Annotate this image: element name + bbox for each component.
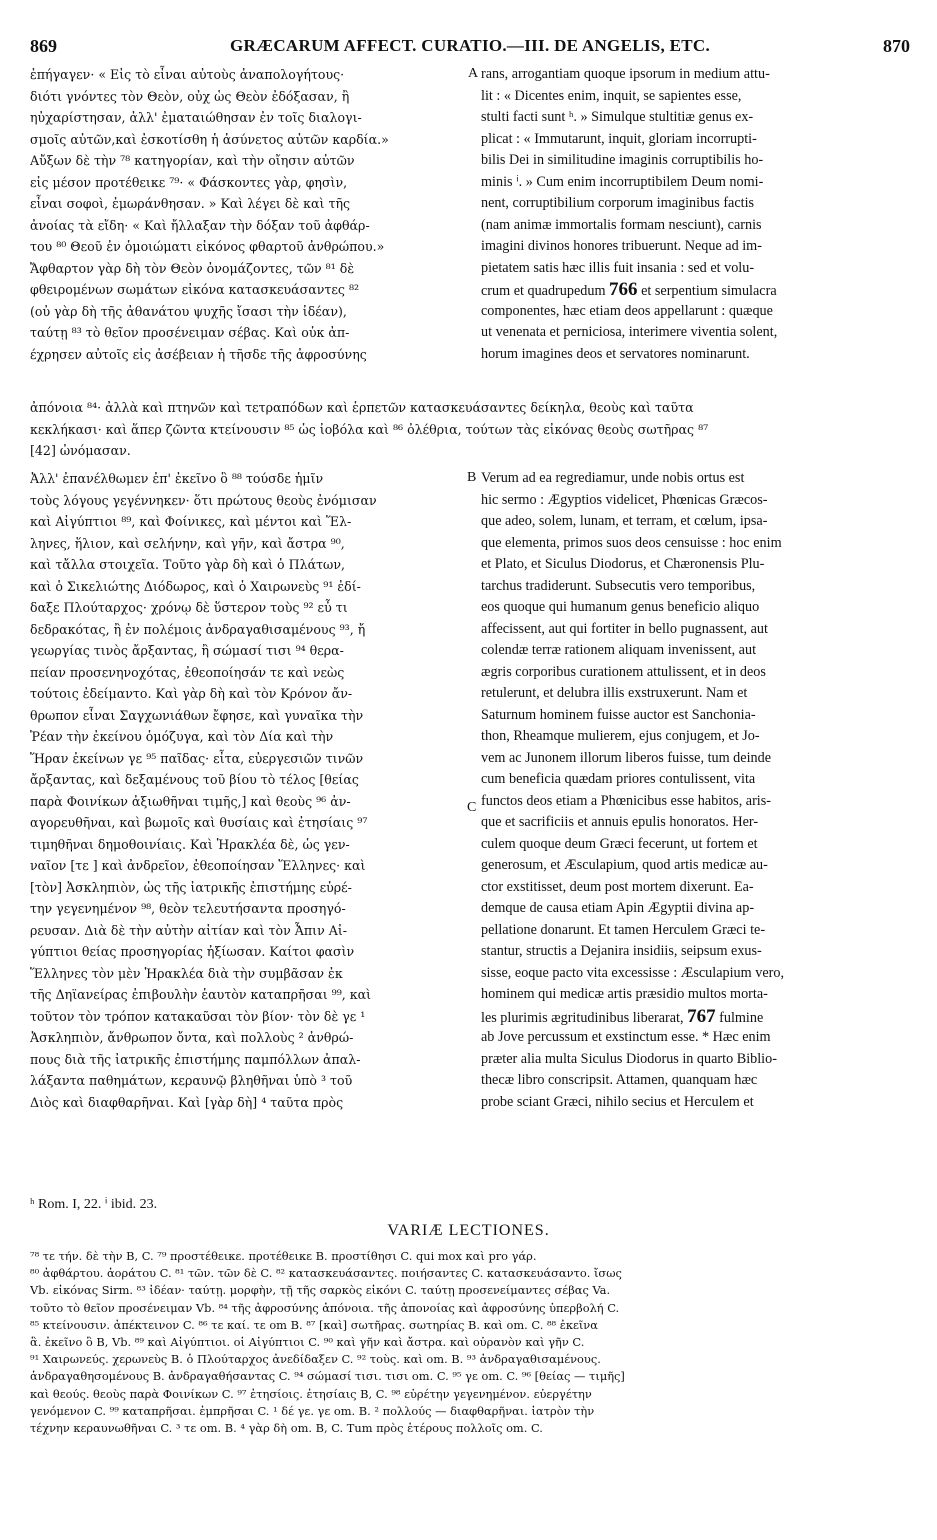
text-line: imagini divinos honores tribuerunt. Neque ad im- — [481, 238, 762, 254]
greek-column-bottom — [30, 468, 466, 1113]
text-line: καὶ Αἰγύπτιοι ⁸⁹, καὶ Φοίνικες, καὶ μέντοι καὶ Ἕλ- — [30, 514, 352, 529]
text-line: [42] ὠνόμασαν. — [30, 443, 131, 458]
left-page-number: 869 — [30, 36, 57, 56]
text-line: Verum ad ea regrediamur, unde nobis ortus est — [481, 470, 745, 486]
text-line: generosum, et Æsculapium, quod artis medicæ au- — [481, 857, 768, 873]
text-line: λάξαντα παθημάτων, κεραυνῷ βληθῆναι ὑπὸ ³ τοῦ — [30, 1073, 353, 1088]
latin-column-top — [481, 64, 911, 365]
text-line: demque de causa etiam Apin Ægyptii divina ap- — [481, 900, 755, 916]
text-line: πους διὰ τῆς ἰατρικῆς ἐπιστήμης παμπόλλων ἀπαλ- — [30, 1051, 361, 1067]
text-line: ἐπήγαγεν· « Εἰς τὸ εἶναι αὐτοὺς ἀναπολογήτους· — [30, 67, 345, 82]
right-page-number: 870 — [883, 36, 910, 56]
section-marker-c: C — [467, 800, 477, 815]
text-line: (nam animæ immortalis formam nesciunt), carnis — [481, 216, 762, 233]
scripture-footnote: ʰ Rom. I, 22. ⁱ ibid. 23. — [30, 1197, 158, 1212]
text-line: την γεγενημένον ⁹⁸, θεὸν τελευτήσαντα προσηγό- — [30, 901, 346, 916]
text-line: retulerunt, et delubra illis exstruxerunt. Nam et — [481, 685, 748, 701]
text-line: εἰς μέσον προτέθεικε ⁷⁹· « Φάσκοντες γὰρ, φησὶν, — [30, 174, 348, 190]
text-line: τῆς Δηϊανείρας ἐπιβουλὴν ἑαυτὸν καταπρῆσαι ⁹⁹, καὶ — [30, 987, 372, 1002]
text-line: bilis Dei in similitudine imaginis corruptibilis ho- — [481, 152, 764, 168]
text-line — [481, 1006, 911, 1028]
text-line: ctor exstitisset, deum post mortem dixerunt. Ea- — [481, 878, 754, 895]
text-line: Διὸς καὶ διαφθαρῆναι. Καὶ [γὰρ δὴ] ⁴ ταῦτα πρὸς — [30, 1094, 344, 1110]
text-line: τοῦτο τὸ θεῖον προσένειμαν Vb. ⁸⁴ τῆς ἀφροσύνης ἀπόνοια. τῆς ἀπονοίας καὶ ἀφροσύνης ὑπερβολή C. — [30, 1300, 620, 1315]
text-line: σμοῖς αὐτῶν,καὶ ἐσκοτίσθη ἡ ἀσύνετος αὐτῶν καρδία.» — [30, 131, 389, 147]
text-line: καὶ θεούς. θεοὺς παρὰ Φοινίκων C. ⁹⁷ ἐτησίοις. ἐτησίαις B, C. ⁹⁸ εὑρέτην γεγενημένον. εὐεργέτην — [30, 1386, 592, 1401]
text-segment: crum et quadrupedum — [481, 283, 606, 299]
greek-column-top — [30, 64, 470, 365]
text-line: hominem qui medicæ artis præsidio multos morta- — [481, 986, 768, 1002]
text-line: παρὰ Φοινίκων ἀξιωθῆναι τιμῆς,] καὶ θεοὺς ⁹⁶ ἀν- — [30, 793, 351, 809]
text-line: καὶ τἄλλα στοιχεῖα. Τοῦτο γὰρ δὴ καὶ ὁ Πλάτων, — [30, 557, 345, 572]
text-line: διότι γνόντες τὸν Θεὸν, οὐχ ὡς Θεὸν ἐδόξασαν, ἢ — [30, 88, 350, 104]
text-line: culem quoque deum Græci fecerunt, ut fortem et — [481, 835, 758, 852]
text-line: Ἥραν ἐκείνων γε ⁹⁵ παῖδας· εἶτα, εὐεργεσιῶν τινῶν — [30, 750, 364, 766]
variae-lectiones — [30, 1248, 910, 1437]
text-line: ἀνδραγαθησομένους B. ἀνδραγαθήσαντας C. ⁹⁴ σώμασί τισι. τισι om. C. ⁹⁵ γε om. C. ⁹⁶ [θείας — τιμῆς] — [30, 1369, 625, 1384]
text-line: καὶ ὁ Σικελιώτης Διόδωρος, καὶ ὁ Χαιρωνεὺς ⁹¹ ἐδί- — [30, 578, 361, 594]
text-line: τέχνην κεραυνωθῆναι C. ³ τε om. B. ⁴ γὰρ δὴ om. B, C. Tum πρὸς ἑτέρους πολλοῖς om. C. — [30, 1420, 543, 1435]
text-line: que et sacrificiis et annuis epulis honoratos. Her- — [481, 814, 759, 830]
text-line: ἃ. ἐκεῖνο ὃ B, Vb. ⁸⁹ καὶ Αἰγύπτιοι. οἱ Αἰγύπτιοι C. ⁹⁰ καὶ γῆν καὶ ἄστρα. καὶ οὐρανὸν καὶ γῆν C. — [30, 1334, 585, 1349]
text-line: colendæ terræ rationem aliquam invenissent, aut — [481, 642, 757, 658]
text-line: γύπτιοι θείας προσηγορίας ἠξίωσαν. Καίτοι φασὶν — [30, 944, 355, 959]
text-line: γεωργίας τινὸς ἄρξαντας, ἢ σώμασί τισι ⁹⁴ θερα- — [30, 643, 344, 658]
text-line: ab Jove percussum et exstinctum esse. * Hæc enim — [481, 1029, 771, 1045]
text-line: (οὐ γὰρ δὴ τῆς ἀθανάτου ψυχῆς ἴσασι τὴν ἰδέαν), — [30, 303, 347, 319]
text-line — [481, 279, 911, 301]
text-line: τοὺς λόγους γεγέννηκεν· ὅτι πρώτους θεοὺς ἐνόμισαν — [30, 492, 377, 508]
text-line: plicat : « Immutarunt, inquit, gloriam incorrupti- — [481, 130, 757, 147]
text-line: horum imagines deos et servatores nominarunt. — [481, 345, 750, 362]
text-line: affecissent, aut qui fortiter in bello pugnassent, aut — [481, 620, 768, 637]
text-line: Vb. εἰκόνας Sirm. ⁸³ ἰδέαν· ταύτῃ. μορφὴν, τῇ τῆς σαρκὸς εἰκόνι C. ταύτῃ προσενείμαντες σέβας Va. — [30, 1283, 611, 1298]
text-line: [τὸν] Ἀσκληπιὸν, ὡς τῆς ἰατρικῆς ἐπιστήμης εὑρέ- — [30, 879, 352, 895]
text-line: lit : « Dicentes enim, inquit, se sapientes esse, — [481, 87, 742, 104]
text-line: ληνες, ἥλιον, καὶ σελήνην, καὶ γῆν, καὶ ἄστρα ⁹⁰, — [30, 535, 345, 551]
text-line: pellatione donarunt. Et tamen Herculem Græci te- — [481, 921, 766, 938]
text-line: Αὔξων δὲ τὴν ⁷⁸ κατηγορίαν, καὶ τὴν οἴησιν αὐτῶν — [30, 153, 355, 168]
text-line: ἀπόνοια ⁸⁴· ἀλλὰ καὶ πτηνῶν καὶ τετραπόδων καὶ ἑρπετῶν κατασκευάσαντες δείκηλα, θεοὺς καὶ ταῦτα — [30, 400, 694, 415]
text-line: tarchus tradiderunt. Subsecutis vero temporibus, — [481, 577, 756, 594]
text-line: Ἀσκληπιὸν, ἄνθρωπον ὄντα, καὶ πολλοὺς ² ἀνθρώ- — [30, 1030, 354, 1045]
text-line: θρωπον εἶναι Σαγχωνιάθων ἔφησε, καὶ γυναῖκα τὴν — [30, 707, 364, 723]
text-line: probe sciant Græci, nihilo secius et Herculem et — [481, 1093, 754, 1110]
text-line: δαξε Πλούταρχος· χρόνῳ δὲ ὕστερον τοὺς ⁹² εὖ τι — [30, 600, 348, 615]
text-segment: fulmine — [719, 1009, 764, 1026]
text-line: que adeo, solem, lunam, et terram, et cœlum, ipsa- — [481, 513, 768, 529]
text-line: Ῥέαν τὴν ἐκείνου ὁμόζυγα, καὶ τὸν Δία καὶ τὴν — [30, 729, 334, 744]
text-line: ⁸⁵ κτείνουσιν. ἀπέκτεινον C. ⁸⁶ τε καί. τε om B. ⁸⁷ [καὶ] σωτῆρας. σωτηρίας B. καὶ om. C. ⁸⁸ ἐκεῖνα — [30, 1317, 598, 1332]
text-line: αγορευθῆναι, καὶ βωμοῖς καὶ θυσίαις καὶ ἐτησίαις ⁹⁷ — [30, 815, 368, 830]
text-line: ναῖον [τε ] καὶ ἀνδρεῖον, ἐθεοποίησαν Ἕλληνες· καὶ — [30, 858, 366, 873]
variae-lectiones-title: VARIÆ LECTIONES. — [387, 1222, 550, 1239]
text-line: ægris corporibus curationem attulissent, et in deos — [481, 663, 766, 680]
text-line: cum beneficia quædam priores contulissent, vita — [481, 771, 756, 787]
text-line: Ἄφθαρτον γὰρ δὴ τὸν Θεὸν ὀνομάζοντες, τῶν ⁸¹ δὲ — [30, 260, 355, 276]
text-line: que elementa, primos suos deos censuisse : hoc enim — [481, 534, 782, 551]
text-line: δεδρακότας, ἢ ἐν πολέμοις ἀνδραγαθισαμένους ⁹³, ἤ — [30, 621, 366, 637]
column-number-767: 767 — [687, 1005, 716, 1027]
text-line: ut venenata et perniciosa, interimere viventia solent, — [481, 324, 778, 340]
running-header — [30, 36, 910, 58]
text-line: sisse, eoque pacto vita excessisse : Æsculapium vero, — [481, 964, 784, 981]
text-line: ἄρξαντας, καὶ δεξαμένους τοῦ βίου τὸ τέλος [θείας — [30, 772, 359, 787]
greek-full-width — [30, 397, 910, 462]
text-line: rans, arrogantiam quoque ipsorum in medium attu- — [481, 66, 770, 82]
text-line: thon, Rheamque mulierem, ejus conjugem, et Jo- — [481, 728, 760, 744]
column-number-766: 766 — [609, 279, 638, 300]
text-line: πείαν προσενηνοχότας, ἐθεοποίησάν τε καὶ νεὼς — [30, 664, 345, 680]
text-line: ⁷⁸ τε τήν. δὲ τὴν B, C. ⁷⁹ προστέθεικε. προτέθεικε B. προστίθησι C. qui mox καὶ pro γάρ. — [30, 1249, 537, 1263]
text-segment: et serpentium simulacra — [641, 283, 777, 299]
text-line: τιμηθῆναι δημοθοινίαις. Καὶ Ἡρακλέα δὲ, ὡς γεν- — [30, 836, 350, 852]
text-line: Saturnum hominem fuisse auctor est Sanchonia- — [481, 706, 756, 723]
text-line: εἶναι σοφοὶ, ἐμωράνθησαν. » Καὶ λέγει δὲ καὶ τῆς — [30, 196, 351, 211]
text-line: ⁸⁰ ἀφθάρτου. ἀοράτου C. ⁸¹ τῶν. τῶν δὲ C. ⁸² κατασκευάσαντες. ποιήσαντες C. κατασκευάσαντο. ἴσως — [30, 1266, 622, 1281]
text-line: κεκλήκασι· καὶ ἅπερ ζῶντα κτείνουσιν ⁸⁵ ὡς ἰοβόλα καὶ ⁸⁶ ὀλέθρια, τούτων τὰς εἰκόνας θεοὺς σωτῆρας ⁸⁷ — [30, 421, 709, 437]
text-line: τούτοις ἐδείμαντο. Καὶ γὰρ δὴ καὶ τὸν Κρόνον ἄν- — [30, 686, 353, 701]
text-line: minis ⁱ. » Cum enim incorruptibilem Deum nomi- — [481, 173, 764, 190]
text-segment: les plurimis ægritudinibus liberarat, — [481, 1009, 684, 1026]
text-line: vem ac Junonem illorum liberos fuisse, tum deinde — [481, 749, 771, 766]
text-line: ⁹¹ Χαιρωνεύς. χερωνεὺς B. ὁ Πλούταρχος ἀνεδίδαξεν C. ⁹² τοὺς. καὶ om. B. ⁹³ ἀνδραγαθισαμένους. — [30, 1352, 601, 1367]
running-title: GRÆCARUM AFFECT. CURATIO.—III. DE ANGELIS, ETC. — [229, 36, 711, 55]
text-line: componentes, hæc etiam deos appellarunt : quæque — [481, 302, 773, 319]
section-marker-b: B — [467, 470, 477, 485]
text-line: stulti facti sunt ʰ. » Simulque stultitiæ genus ex- — [481, 109, 754, 125]
text-line: Ἕλληνες τὸν μὲν Ἡρακλέα διὰ τὴν συμβᾶσαν ἐκ — [30, 965, 343, 981]
text-line: ρευσαν. Διὰ δὲ τὴν αὐτὴν αἰτίαν καὶ τὸν Ἆπιν Αἰ- — [30, 922, 348, 938]
text-line: thecæ libro conscripsit. Attamen, quanquam hæc — [481, 1072, 758, 1088]
text-line: έχρησεν αὐτοῖς εἰς ἀσέβειαν ἡ τῆσδε τῆς ἀφροσύνης — [30, 346, 367, 362]
latin-column-bottom — [481, 468, 911, 1113]
text-line: τοῦτον τὸν τρόπον κατακαῦσαι τὸν βίον· τὸν δὲ γε ¹ — [30, 1008, 366, 1024]
section-marker-a: A — [468, 66, 479, 81]
text-line: φθειρομένων σωμάτων εἰκόνα κατασκευάσαντες ⁸² — [30, 282, 360, 297]
text-line: του ⁸⁰ Θεοῦ ἐν ὁμοιώματι εἰκόνος φθαρτοῦ ἀνθρώπου.» — [30, 239, 385, 254]
text-line: Ἀλλ' ἐπανέλθωμεν ἐπ' ἐκεῖνο ὃ ⁸⁸ τούσδε ἡμῖν — [30, 471, 324, 486]
text-line: ηὐχαρίστησαν, ἀλλ' ἐματαιώθησαν ἐν τοῖς διαλογι- — [30, 110, 362, 125]
text-line: functos deos etiam a Phœnicibus esse habitos, aris- — [481, 792, 771, 809]
text-line: hic sermo : Ægyptios videlicet, Phœnicas Græcos- — [481, 491, 768, 508]
text-line: præter alia multa Siculus Diodorus in quarto Biblio- — [481, 1050, 777, 1067]
text-line: stantur, structis a Dejanira insidiis, seipsum exus- — [481, 943, 762, 959]
text-line: ταύτῃ ⁸³ τὸ θεῖον προσένειμαν σέβας. Καὶ οὐκ ἀπ- — [30, 325, 350, 340]
text-line: γενόμενον C. ⁹⁹ καταπρῆσαι. ἐμπρῆσαι C. ¹ δέ γε. γε om. B. ² πολλούς — διαφθαρῆναι. ἰατρὸν τὴν — [30, 1403, 595, 1418]
text-line: eos quoque qui humanum genus beneficio aliquo — [481, 599, 760, 615]
text-line: pietatem satis hæc illis fuit insania : sed et volu- — [481, 259, 755, 276]
text-line: nent, corruptibilium corporum imaginibus factis — [481, 195, 755, 211]
text-line: ἀνοίας τὰ εἴδη· « Καὶ ἤλλαξαν τὴν δόξαν τοῦ ἀφθάρ- — [30, 217, 370, 233]
text-line: et Plato, et Siculus Diodorus, et Chæronensis Plu- — [481, 556, 765, 572]
